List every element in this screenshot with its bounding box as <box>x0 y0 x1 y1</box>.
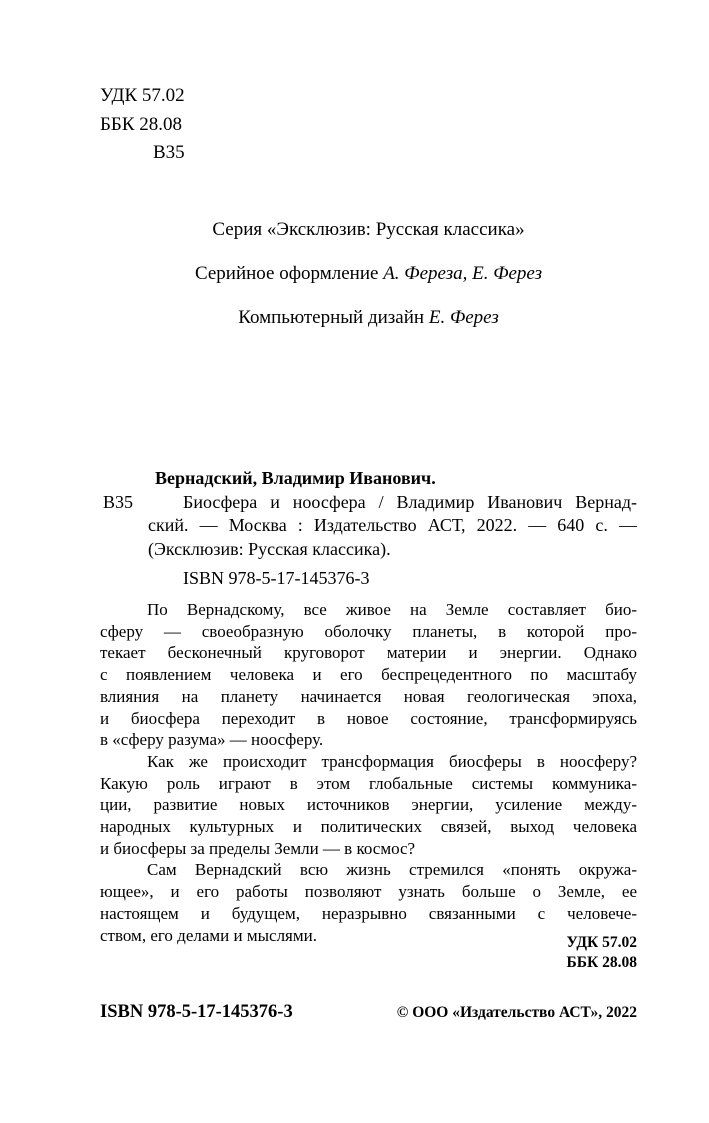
udk-code-bottom: УДК 57.02 <box>566 934 637 951</box>
bbk-code: ББК 28.08 <box>100 113 182 135</box>
annotation-line: ции, развитие новых источников энергии, усиление между- <box>100 795 637 815</box>
annotation-line: текает бесконечный круговорот материи и энергии. Однако <box>100 643 637 663</box>
footer-copyright: © ООО «Издательство АСТ», 2022 <box>396 1004 637 1021</box>
bib-author: Вернадский, Владимир Иванович. <box>155 468 436 488</box>
udk-code: УДК 57.02 <box>100 85 185 106</box>
bib-author-code: В35 <box>103 491 134 512</box>
computer-design-line <box>100 306 637 329</box>
annotation-line: ством, его делами и мыслями. <box>100 925 317 945</box>
annotation-line: и биосфера переходит в новое состояние, трансформируясь <box>100 708 637 728</box>
annotation-line: Сам Вернадский всю жизнь стремился «понять окружа- <box>147 860 637 880</box>
annotation-line: ющее», и его работы позволяют узнать больше о Земле, ее <box>100 882 637 902</box>
series-title: Серия «Эксклюзив: Русская классика» <box>212 219 525 240</box>
series-block <box>100 218 637 350</box>
annotation-line: влияния на планету начинается новая геологическая эпоха, <box>100 686 637 706</box>
footer-line <box>100 1002 637 1023</box>
bbk-code-bottom: ББК 28.08 <box>566 954 637 971</box>
annotation-line: в «сферу разума» — ноосферу. <box>100 730 324 750</box>
series-design-prefix: Серийное оформление <box>194 263 384 284</box>
bib-line: (Эксклюзив: Русская классика). <box>148 538 391 559</box>
bib-isbn: ISBN 978-5-17-145376-3 <box>183 568 370 588</box>
annotation-line: По Вернадскому, все живое на Земле составляет био- <box>147 600 637 619</box>
series-design-line <box>100 262 637 285</box>
bibliographic-record <box>100 467 637 591</box>
computer-design-prefix: Компьютерный дизайн <box>238 307 429 328</box>
annotation-line: с появлением человека и его беспрецедентного по масштабу <box>100 665 637 685</box>
series-designer-names: А. Фереза, Е. Ферез <box>383 263 543 284</box>
annotation-line: народных культурных и политических связей, выход человека <box>100 817 637 837</box>
footer-isbn: ISBN 978-5-17-145376-3 <box>100 1002 293 1022</box>
author-sign-code: В35 <box>153 142 185 163</box>
computer-designer-name: Е. Ферез <box>428 307 499 328</box>
annotation-line: Как же происходит трансформация биосферы в ноосферу? <box>147 751 637 771</box>
bib-line: ский. — Москва : Издательство АСТ, 2022. — 640 с. — <box>148 515 637 535</box>
annotation-line: Какую роль играют в этом глобальные системы коммуника- <box>100 773 637 793</box>
bottom-codes-block <box>567 933 637 973</box>
annotation-block <box>100 599 637 946</box>
top-codes-block <box>100 82 185 168</box>
annotation-line: сферу — своеобразную оболочку планеты, в которой про- <box>100 621 637 641</box>
annotation-line: настоящем и будущем, неразрывно связанными с человече- <box>100 903 637 923</box>
annotation-line: и биосферы за пределы Земли — в космос? <box>100 838 416 858</box>
bib-line: Биосфера и ноосфера / Владимир Иванович Вернад- <box>183 491 637 512</box>
